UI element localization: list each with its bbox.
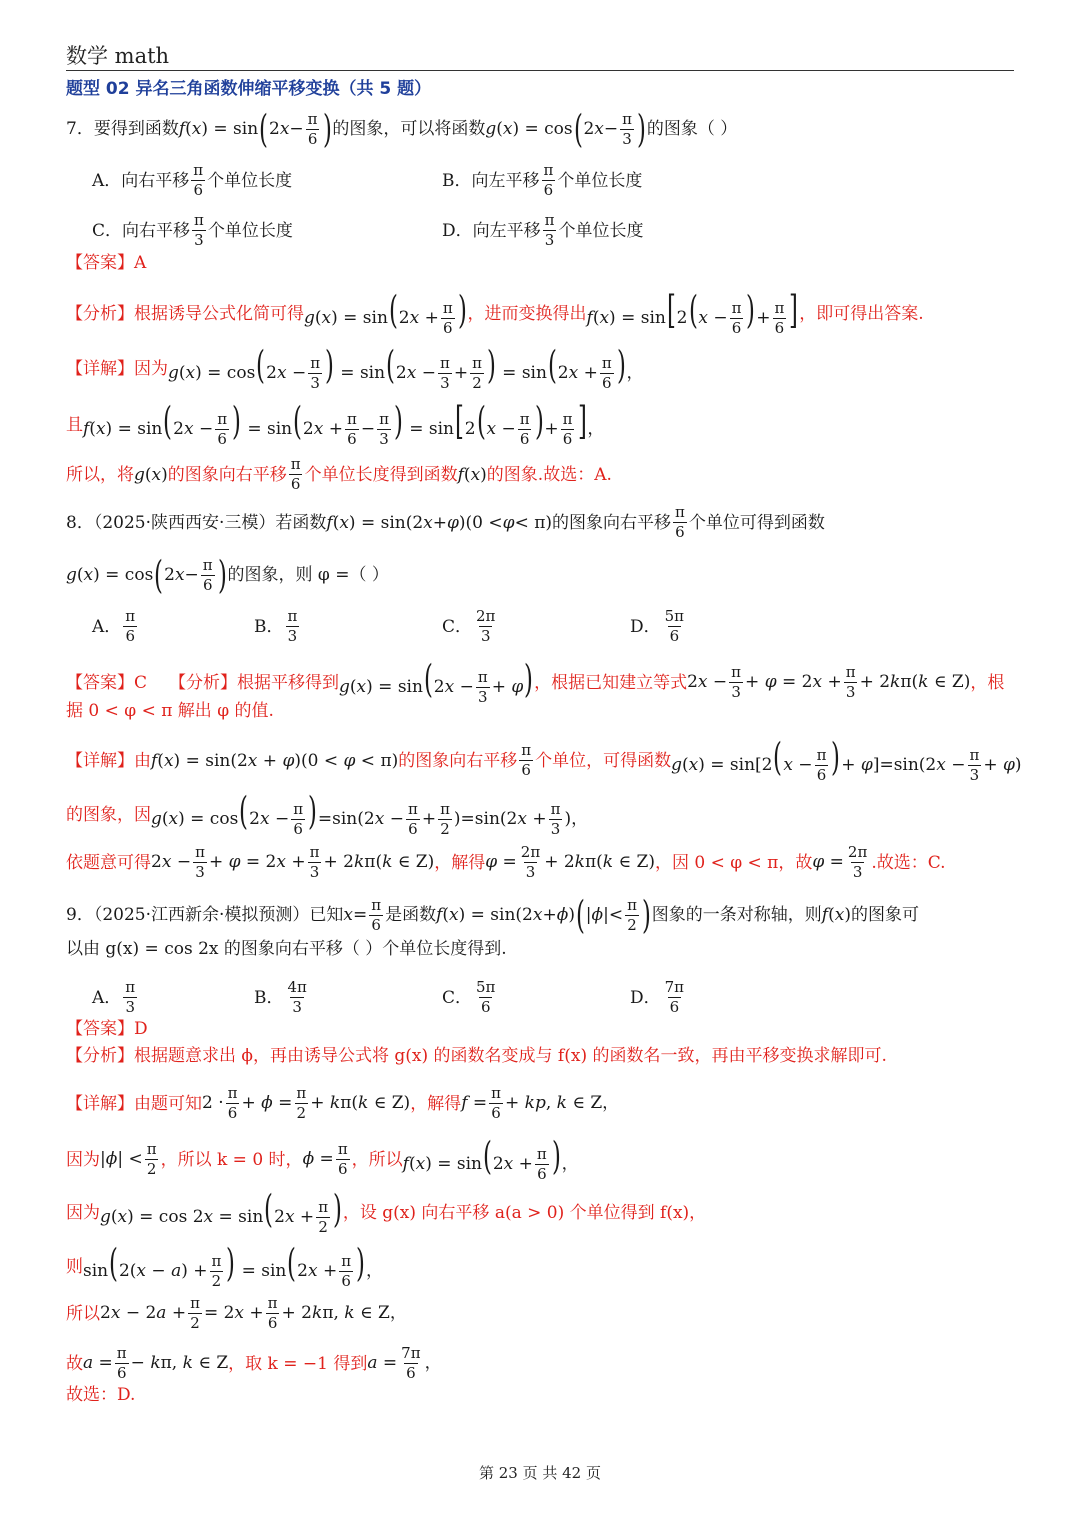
q7-option-c: C．向右平移 $\frac{\pi}{3}$ 个单位长度 (92, 211, 293, 249)
q9-analysis: 【分析】根据题意求出 ϕ，再由诱导公式将 g(x) 的函数名变成与 f(x) 的函数名一致，再由平移变换求解即可. (66, 1046, 887, 1066)
q7-option-a: A．向右平移 $\frac{\pi}{6}$ 个单位长度 (92, 161, 293, 199)
q7-answer: 【答案】A (66, 253, 147, 273)
q9-conclusion: 故选：D. (66, 1385, 136, 1405)
q9-stem-line2: 以由 g(x) = cos 2x 的图象向右平移（ ）个单位长度得到. (66, 939, 507, 959)
header-title: 数学 math (66, 44, 170, 68)
q8-answer-analysis: 【答案】C 【分析】根据平移得到 g(x) = sin(2x − $\frac{\pi}{3}$ + φ) ，根据已知建立等式 2x − $\frac{\pi}{3}$ + φ = 2x + $\frac{\pi}{3}$ + 2kπ(k ∈ Z) ，根 (66, 657, 1005, 706)
q8-detail-line3: 依题意可得 2x − $\frac{\pi}{3}$ + φ = 2x + $\frac{\pi}{3}$ + 2kπ(k ∈ Z) ，解得 φ = $\frac{2\pi}{3}$ + 2kπ(k ∈ Z) ，因 0 < φ < π，故 φ = $\frac{2\pi}{3}$ .故选：C. (66, 843, 946, 881)
q9-detail-line5: 所以 2x − 2a + $\frac{\pi}{2}$ = 2x + $\frac{\pi}{6}$ + 2kπ, k ∈ Z， (66, 1294, 407, 1332)
q8-option-b: B． $\frac{\pi}{3}$ (254, 607, 298, 645)
section-title: 题型 02 异名三角函数伸缩平移变换（共 5 题） (66, 79, 432, 99)
q9-option-c: C． $\frac{5\pi}{6}$ (442, 978, 496, 1016)
q8-stem-line1: 8．（2025·陕西西安·三模）若函数 f ( x ) = sin(2 x + φ )(0 < φ < π) 的图象向右平移 $\frac{\pi}{6}$ 个单位可得到函数 (66, 503, 825, 541)
q7-stem: 7．要得到函数 f ( x ) = sin ( 2 x − $\frac{\pi}{6}$ ) 的图象，可以将函数 g ( x ) = cos ( 2 x − $\frac{\pi}{3}$ ) 的图象（ ） (66, 107, 738, 151)
q9-detail-line4: 则 sin(2(x − a) + $\frac{\pi}{2}$ ) = sin(2x + $\frac{\pi}{6}$ )， (66, 1241, 383, 1290)
q8-detail-line1: 【详解】由 f(x) = sin(2x + φ)(0 < φ < π) 的图象向右平移 $\frac{\pi}{6}$ 个单位，可得函数 g(x) = sin[2(x − $\frac{\pi}{6}$ )+ φ]=sin(2x − $\frac{\pi}{3}$ + φ) (66, 735, 1022, 784)
page-footer: 第 23 页 共 42 页 (478, 1464, 601, 1482)
q9-option-b: B． $\frac{4\pi}{3}$ (254, 978, 307, 1016)
q8-option-d: D． $\frac{5\pi}{6}$ (630, 607, 685, 645)
q8-stem-line2: g ( x ) = cos ( 2 x − $\frac{\pi}{6}$ ) 的图象，则 φ =（ ） (66, 553, 389, 597)
q8-analysis-line2: 据 0 < φ < π 解出 φ 的值. (66, 701, 274, 721)
q9-option-d: D． $\frac{7\pi}{6}$ (630, 978, 685, 1016)
header-rule (66, 70, 1014, 71)
q7-detail-line1: 【详解】因为 g(x) = cos(2x − $\frac{\pi}{3}$ ) = sin(2x − $\frac{\pi}{3}$ + $\frac{\pi}{2}$ ) = sin(2x + $\frac{\pi}{6}$ )， (66, 343, 644, 392)
q7-option-d: D．向左平移 $\frac{\pi}{3}$ 个单位长度 (442, 211, 644, 249)
q7-conclusion: 所以，将 g(x) 的图象向右平移 $\frac{\pi}{6}$ 个单位长度得到函数 f(x) 的图象.故选：A. (66, 455, 612, 493)
q7-option-b: B．向左平移 $\frac{\pi}{6}$ 个单位长度 (442, 161, 643, 199)
q9-detail-line2: 因为 |ϕ| < $\frac{\pi}{2}$ ，所以 k = 0 时， ϕ = $\frac{\pi}{6}$ ，所以 f(x) = sin(2x + $\frac{\pi}{6}$ )， (66, 1134, 579, 1183)
q9-option-a: A． $\frac{\pi}{3}$ (92, 978, 136, 1016)
q7-detail-line2: 且 f(x) = sin(2x − $\frac{\pi}{6}$ ) = sin(2x + $\frac{\pi}{6}$ − $\frac{\pi}{3}$ ) = sin[2(x − $\frac{\pi}{6}$ )+ $\frac{\pi}{6}$ ]， (66, 399, 605, 448)
q9-stem-line1: 9．（2025·江西新余·模拟预测）已知 x = $\frac{\pi}{6}$ 是函数 f ( x ) = sin(2 x + ϕ ) ( | ϕ |< $\frac{\pi}{2}$ ) 图象的一条对称轴，则 f ( x ) 的图象可 (66, 893, 919, 937)
q9-detail-line1: 【详解】由题可知 2 · $\frac{\pi}{6}$ + ϕ = $\frac{\pi}{2}$ + kπ(k ∈ Z) ，解得 f = $\frac{\pi}{6}$ + kp, k ∈ Z， (66, 1084, 620, 1122)
q9-detail-line3: 因为 g(x) = cos 2x = sin(2x + $\frac{\pi}{2}$ ) ，设 g(x) 向右平移 a(a > 0) 个单位得到 f(x)， (66, 1187, 707, 1236)
q9-detail-line6: 故 a = $\frac{\pi}{6}$ − kπ, k ∈ Z ，取 k = −1 得到 a = $\frac{7\pi}{6}$ ， (66, 1344, 442, 1382)
q8-option-c: C． $\frac{2\pi}{3}$ (442, 607, 496, 645)
q9-answer: 【答案】D (66, 1019, 148, 1039)
q8-detail-line2: 的图象，因 g(x) = cos(2x − $\frac{\pi}{6}$ )=sin(2x − $\frac{\pi}{6}$ + $\frac{\pi}{2}$ )=sin(2x + $\frac{\pi}{3}$ )， (66, 789, 589, 838)
q7-analysis: 【分析】根据诱导公式化简可得 g(x) = sin(2x + $\frac{\pi}{6}$ ) ，进而变换得出 f(x) = sin[2(x − $\frac{\pi}{6}$ )+ $\frac{\pi}{6}$ ] ，即可得出答案. (66, 288, 924, 337)
q8-option-a: A． $\frac{\pi}{6}$ (92, 607, 136, 645)
